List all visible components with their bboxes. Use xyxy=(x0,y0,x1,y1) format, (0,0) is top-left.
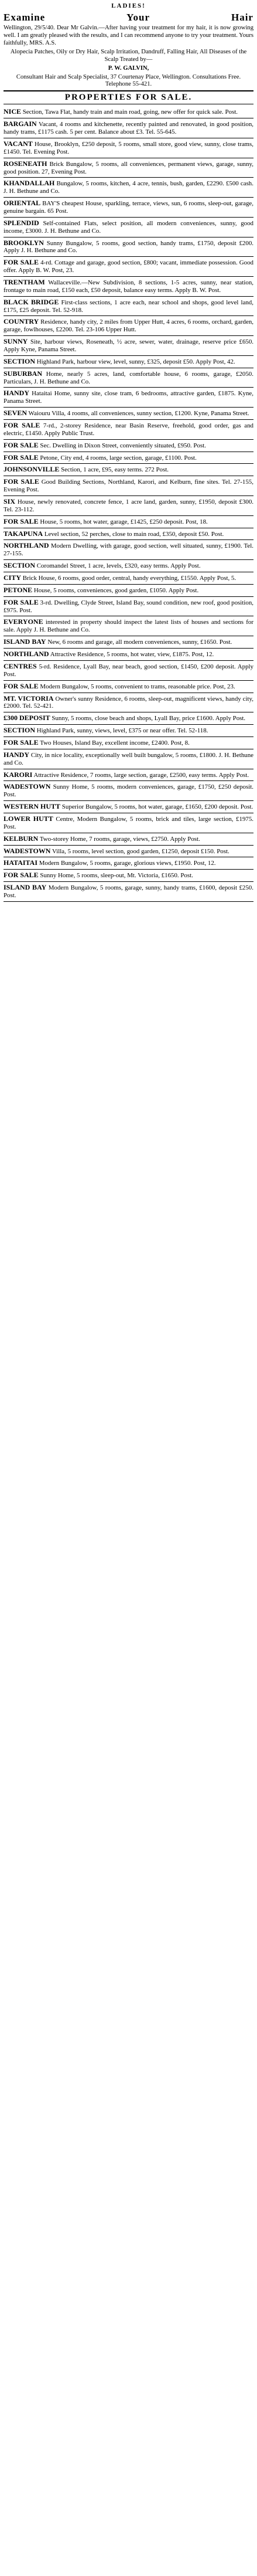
listing-text: Two-storey Home, 7 rooms, garage, views, £2750. Apply Post. xyxy=(39,835,200,843)
listing-item xyxy=(4,118,253,138)
listing-lead: WADESTOWN xyxy=(4,782,51,791)
examine-word: Examine xyxy=(4,12,46,23)
listing-item xyxy=(4,857,253,870)
listing-lead: FOR SALE xyxy=(4,871,39,880)
listing-item xyxy=(4,297,253,317)
listing-text: Highland Park, sunny, views, level, £375 or near offer. Tel. 52-118. xyxy=(36,727,208,735)
listing-item xyxy=(4,528,253,541)
listing-lead: KHANDALLAH xyxy=(4,179,55,188)
listing-item xyxy=(4,198,253,218)
listing-text: Owner's sunny Residence, 6 rooms, sleep-out, magnificent views, handy city, £2000. Tel. 52-421. xyxy=(4,695,253,710)
listing-text: interested in property should inspect the latest lists of houses and sections for sale. Apply J. H. Bethune and Co. xyxy=(4,619,253,634)
section-title: PROPERTIES FOR SALE. xyxy=(4,90,253,104)
listing-lead: SIX xyxy=(4,497,16,506)
listing-item xyxy=(4,661,253,681)
listing-text: Modern Bungalow, 5 rooms, garage, sunny, handy trams, £1600, deposit £250. Post. xyxy=(4,884,253,899)
newspaper-column xyxy=(0,0,257,902)
listing-item xyxy=(4,316,253,336)
listing-text: 5-rd. Residence, Lyall Bay, near beach, good section, £1450, £200 deposit. Apply Post. xyxy=(4,663,253,678)
listing-lead: FOR SALE xyxy=(4,517,39,525)
listing-item xyxy=(4,237,253,257)
listing-lead: FOR SALE xyxy=(4,258,39,267)
listing-lead: £300 DEPOSIT xyxy=(4,714,50,722)
listing-text: Hataitai Home, sunny site, close tram, 6 bedrooms, attractive garden, £1875. Kyne, Panama Street. xyxy=(4,390,253,405)
listing-text: Attractive Residence, 5 rooms, hot water, view, £1875. Post, 12. xyxy=(50,651,214,659)
listing-lead: KARORI xyxy=(4,770,33,779)
listing-text: Two Houses, Island Bay, excellent income, £2400. Post, 8. xyxy=(40,739,190,746)
listing-lead: WESTERN HUTT xyxy=(4,802,61,811)
listing-text: Good Building Sections, Northland, Karori, and Kelburn, fine sites. Tel. 27-155, Evening Post. xyxy=(4,478,253,494)
listing-lead: CITY xyxy=(4,573,22,582)
listing-lead: VACANT xyxy=(4,139,33,148)
advertiser-name: P. W. GALVIN, xyxy=(108,65,149,72)
listing-text: 4-rd. Cottage and garage, good section, £800; vacant, immediate possession. Good offer. Apply B. W. Post, 23. xyxy=(4,259,253,274)
listing-item xyxy=(4,452,253,464)
listing-text: Sec. Dwelling in Dixon Street, conveniently situated, £950. Post. xyxy=(40,442,206,449)
listing-lead: TAKAPUNA xyxy=(4,529,43,538)
listing-lead: FOR SALE xyxy=(4,453,39,461)
listing-text: First-class sections, 1 acre each, near school and shops, good level land, £175, £25 deposit. Tel. 52-918. xyxy=(4,298,253,314)
listing-lead: ROSENEATH xyxy=(4,159,47,168)
listing-item xyxy=(4,870,253,882)
listing-lead: JOHNSONVILLE xyxy=(4,465,60,474)
listing-text: Residence, handy city, 2 miles from Upper Hutt, 4 acres, 6 rooms, orchard, garden, garage, fowlhouses, £2200. Tel. 23-106 Upper Hutt. xyxy=(4,318,253,334)
listing-item xyxy=(4,368,253,388)
listing-text: Bungalow, 5 rooms, kitchen, 4 acre, tennis, bush, garden, £2290. £500 cash. J. H. Bethune and Co. xyxy=(4,180,253,195)
listing-item xyxy=(4,464,253,476)
listing-lead: FOR SALE xyxy=(4,421,40,430)
listing-item xyxy=(4,769,253,782)
listing-item xyxy=(4,336,253,356)
listing-lead: BLACK BRIDGE xyxy=(4,297,59,306)
listing-lead: FOR SALE xyxy=(4,681,39,690)
listing-text: Waiouru Villa, 4 rooms, all conveniences, sunny section, £1200. Kyne, Panama Street. xyxy=(28,410,249,418)
your-word: Your xyxy=(126,12,150,23)
listing-text: Site, harbour views, Roseneath, ½ acre, sewer, water, drainage, reserve price £650. Apply Kyne, Panama Street. xyxy=(4,338,253,353)
listing-text: Modern Bungalow, 5 rooms, garage, glorious views, £1950. Post, 12. xyxy=(39,860,216,867)
examine-hair-heading xyxy=(4,12,253,23)
listing-text: 7-rd., 2-storey Residence, near Basin Reserve, freehold, good order, gas and electric, £1450. Apply Public Trust. xyxy=(4,422,253,437)
listing-lead: FOR SALE xyxy=(4,477,39,486)
listing-item xyxy=(4,540,253,560)
listing-text: Brick House, 6 rooms, good order, central, handy everything, £1550. Apply Post, 5. xyxy=(22,575,237,582)
listing-item xyxy=(4,218,253,237)
listing-lead: SUBURBAN xyxy=(4,369,43,378)
listing-text: New, 6 rooms and garage, all modern conveniences, sunny, £1650. Post. xyxy=(47,639,232,646)
listing-item xyxy=(4,636,253,649)
listing-lead: MT. VICTORIA xyxy=(4,694,54,702)
listing-item xyxy=(4,356,253,368)
listing-text: City, in nice locality, exceptionally well built bungalow, 5 rooms, £1800. J. H. Bethune and Co. xyxy=(4,751,253,766)
listing-lead: ISLAND BAY xyxy=(4,883,47,892)
listing-item xyxy=(4,813,253,833)
listing-lead: SECTION xyxy=(4,726,36,735)
listing-lead: BARGAIN xyxy=(4,120,37,128)
listing-text: Highland Park, harbour view, level, sunny, £325, deposit £50. Apply Post, 42. xyxy=(36,358,235,365)
listing-text: Wallaceville.—New Subdivision, 8 sections, 1-5 acres, sunny, near station, frontage to main road, £150 each, £50 deposit, balance easy terms. Apply B. W. Post. xyxy=(4,279,253,294)
listing-lead: NORTHLAND xyxy=(4,650,49,659)
listing-text: House, newly renovated, concrete fence, 1 acre land, garden, sunny, £1950, deposit £300. Tel. 23-112. xyxy=(4,498,253,513)
listing-lead: HANDY xyxy=(4,750,29,759)
listing-item xyxy=(4,440,253,452)
listing-item xyxy=(4,597,253,617)
listing-text: BAY'S cheapest House, sparkling, terrace, views, sun, 6 rooms, sleep-out, garage, genuine bargain. 65 Post. xyxy=(4,200,253,215)
listings-list xyxy=(4,106,253,901)
listing-item xyxy=(4,781,253,801)
listing-item xyxy=(4,712,253,725)
listing-lead: KELBURN xyxy=(4,834,39,843)
listing-lead: FOR SALE xyxy=(4,598,39,606)
listing-lead: SEVEN xyxy=(4,409,28,418)
listing-item xyxy=(4,178,253,198)
listing-text: Sunny Home, 5 rooms, sleep-out, Mt. Victoria, £1650. Post. xyxy=(40,872,193,880)
listing-lead: HANDY xyxy=(4,389,29,398)
listing-item xyxy=(4,158,253,178)
listing-lead: NICE xyxy=(4,107,22,116)
listing-lead: SECTION xyxy=(4,357,36,365)
listing-text: Self-contained Flats, select position, all modern conveniences, sunny, good income, £3000. J. H. Bethune and Co. xyxy=(4,219,253,235)
listing-lead: ORIENTAL xyxy=(4,199,41,208)
listing-lead: ISLAND BAY xyxy=(4,637,46,646)
listing-item xyxy=(4,476,253,496)
listing-text: Level section, 52 perches, close to main road, £350, deposit £50. Post. xyxy=(44,530,224,538)
listing-text: Attractive Residence, 7 rooms, large section, garage, £2500, easy terms. Apply Post. xyxy=(33,771,249,779)
listing-text: Petone, City end, 4 rooms, large section, garage, £1100. Post. xyxy=(40,454,197,461)
listing-text: Sunny, 5 rooms, close beach and shops, Lyall Bay, price £1600. Apply Post. xyxy=(52,715,246,722)
listing-lead: TRENTHAM xyxy=(4,277,45,286)
listing-text: Brick Bungalow, 5 rooms, all conveniences, permanent views, garage, sunny, good position. 27, Evening Post. xyxy=(4,160,254,175)
listing-text: Sunny Home, 5 rooms, modern conveniences, garage, £1750, £250 deposit. Post. xyxy=(4,783,253,799)
listing-lead: CENTRES xyxy=(4,661,37,670)
listing-item xyxy=(4,585,253,597)
listing-text: Modern Dwelling, with garage, good section, well situated, sunny, £1900. Tel. 27-155. xyxy=(4,542,253,558)
listing-lead: SPLENDID xyxy=(4,218,39,227)
listing-item xyxy=(4,516,253,528)
listing-lead: FOR SALE xyxy=(4,440,39,449)
listing-item xyxy=(4,408,253,420)
listing-item xyxy=(4,882,253,902)
listing-item xyxy=(4,277,253,297)
listing-text: Section, 1 acre, £95, easy terms. 272 Post. xyxy=(61,466,169,474)
listing-lead: NORTHLAND xyxy=(4,541,49,550)
listing-text: Modern Bungalow, 5 rooms, convenient to trams, reasonable price. Post, 23. xyxy=(40,683,235,690)
listing-item xyxy=(4,801,253,813)
listing-lead: EVERYONE xyxy=(4,617,43,626)
listing-item xyxy=(4,833,253,846)
listing-lead: BROOKLYN xyxy=(4,238,44,247)
listing-lead: HATAITAI xyxy=(4,858,38,867)
listing-item xyxy=(4,649,253,661)
listing-item xyxy=(4,737,253,749)
listing-lead: COUNTRY xyxy=(4,317,39,326)
hair-word: Hair xyxy=(231,12,253,23)
listing-text: Section, Tawa Flat, handy train and main road, going, new offer for quick sale. Post. xyxy=(22,108,238,116)
listing-text: Vacant, 4 rooms and kitchenette, recently painted and renovated, in good position, handy trams, £1175 cash. 5 per cent. Balance about £3. Tel. 55-645. xyxy=(4,121,254,136)
listing-item xyxy=(4,388,253,408)
listing-text: Coromandel Street, 1 acre, levels, £320, easy terms. Apply Post. xyxy=(36,562,201,570)
listing-text: Superior Bungalow, 5 rooms, hot water, garage, £1650, £200 deposit. Post. xyxy=(61,803,253,811)
listing-lead: FOR SALE xyxy=(4,738,39,746)
listing-text: Centre, Modern Bungalow, 5 rooms, brick and tiles, large section, £1975. Post. xyxy=(4,815,253,830)
listing-text: House, 5 rooms, conveniences, good garden, £1050. Apply Post. xyxy=(33,586,199,594)
listing-lead: WADESTOWN xyxy=(4,846,51,855)
listing-item xyxy=(4,257,253,277)
listing-text: House, 5 rooms, hot water, garage, £1425, £250 deposit. Post, 18. xyxy=(40,518,208,525)
listing-item xyxy=(4,616,253,636)
listing-lead: SUNNY xyxy=(4,337,28,346)
listing-text: Sunny Bungalow, 5 rooms, good section, handy trams, £1750, deposit £200. Apply J. H. Bethune and Co. xyxy=(4,239,253,254)
listing-item xyxy=(4,725,253,737)
listing-item xyxy=(4,420,253,440)
listing-lead: SECTION xyxy=(4,561,36,570)
listing-text: House, Brooklyn, £250 deposit, 5 rooms, small store, good view, sunny, close trams, £1450. Tel. Evening Post. xyxy=(4,140,253,155)
listing-text: 3-rd. Dwelling, Clyde Street, Island Bay, sound condition, new roof, good position, £975. Post. xyxy=(4,599,253,614)
advertiser-address: Consultant Hair and Scalp Specialist, 37 Courtenay Place, Wellington. Consultations Free. Telephone 55-421. xyxy=(16,73,241,88)
testimonial-text: Wellington, 29/5/40. Dear Mr Galvin.—After having your treatment for my hair, it is now growing well. I am greatly pleased with the results, and I can recommend anyone to try your treatment. Yours faithfully, MRS. A.S. xyxy=(4,25,253,46)
listing-text: Home, nearly 5 acres, land, comfortable house, 6 rooms, garage, £2050. Particulars, J. H. Bethune and Co. xyxy=(4,370,253,385)
listing-item xyxy=(4,106,253,118)
listing-text: Villa, 5 rooms, level section, good garden, £1250, deposit £150. Post. xyxy=(52,847,229,855)
listing-item xyxy=(4,749,253,769)
listing-item xyxy=(4,681,253,693)
listing-item xyxy=(4,693,253,713)
listing-lead: PETONE xyxy=(4,585,33,594)
treatment-list: Alopecia Patches, Oily or Dry Hair, Scalp Irritation, Dandruff, Falling Hair, All Diseases of the Scalp Treated by— xyxy=(10,48,247,63)
listing-item xyxy=(4,138,253,158)
listing-item xyxy=(4,560,253,572)
listing-item xyxy=(4,572,253,585)
listing-item xyxy=(4,846,253,858)
listing-lead: LOWER HUTT xyxy=(4,814,53,823)
ladies-heading: LADIES! xyxy=(111,2,146,9)
listing-item xyxy=(4,496,253,516)
